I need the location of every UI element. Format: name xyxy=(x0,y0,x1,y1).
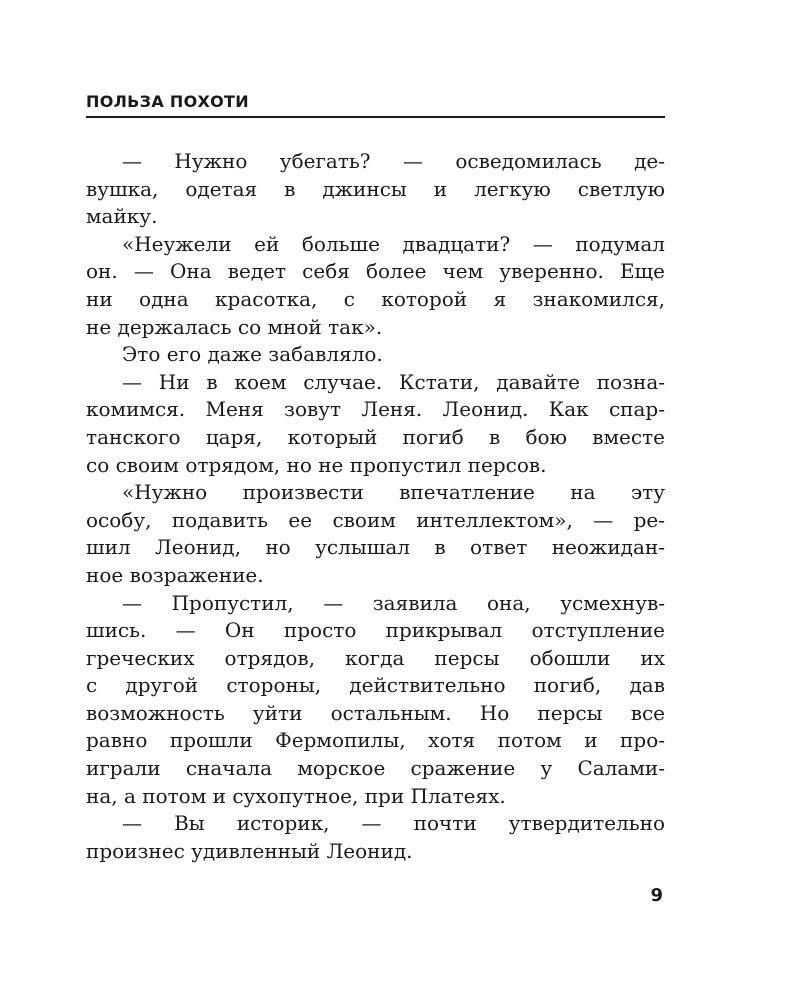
text-line: играли сначала морское сражение у Салами- xyxy=(86,756,665,781)
paragraph xyxy=(86,148,665,231)
text-line: особу, подавить ее своим интеллектом», — ре- xyxy=(86,507,665,532)
text-line: не держалась со мной так». xyxy=(86,314,383,339)
body-text xyxy=(86,148,665,865)
text-line: шил Леонид, но услышал в ответ неожидан- xyxy=(86,535,665,560)
text-line: «Нужно произвести впечатление на эту xyxy=(122,480,665,505)
paragraph xyxy=(86,231,665,341)
text-line: произнес удивленный Леонид. xyxy=(86,838,413,863)
header-rule xyxy=(86,116,665,118)
text-line: на, а потом и сухопутное, при Платеях. xyxy=(86,783,506,808)
text-line: со своим отрядом, но не пропустил персов. xyxy=(86,452,547,477)
text-line: греческих отрядов, когда персы обошли их xyxy=(86,645,665,670)
text-line: возможность уйти остальным. Но персы все xyxy=(86,700,665,725)
text-line: — Вы историк, — почти утвердительно xyxy=(122,811,665,836)
text-line: майку. xyxy=(86,204,158,229)
text-line: — Пропустил, — заявила она, усмехнув- xyxy=(122,590,665,615)
text-line: комимся. Меня зовут Леня. Леонид. Как спар- xyxy=(86,397,665,422)
text-line: ни одна красотка, с которой я знакомился, xyxy=(86,286,665,311)
paragraph xyxy=(86,369,665,479)
text-line: Это его даже забавляло. xyxy=(122,342,383,367)
page-number: 9 xyxy=(650,885,663,906)
paragraph xyxy=(86,341,665,369)
text-line: он. — Она ведет себя более чем уверенно. Еще xyxy=(86,259,665,284)
running-head: ПОЛЬЗА ПОХОТИ xyxy=(86,92,249,111)
text-line: — Ни в коем случае. Кстати, давайте позна- xyxy=(122,369,665,394)
text-line: — Нужно убегать? — осведомилась де- xyxy=(122,149,665,173)
text-line: шись. — Он просто прикрывал отступление xyxy=(86,618,665,643)
paragraph xyxy=(86,479,665,589)
text-line: ное возражение. xyxy=(86,562,264,587)
text-line: «Неужели ей больше двадцати? — подумал xyxy=(122,231,665,256)
paragraph xyxy=(86,590,665,811)
text-line: равно прошли Фермопилы, хотя потом и про- xyxy=(86,728,665,753)
text-line: танского царя, который погиб в бою вместе xyxy=(86,424,665,449)
text-line: с другой стороны, действительно погиб, дав xyxy=(86,673,665,698)
paragraph xyxy=(86,810,665,865)
text-line: вушка, одетая в джинсы и легкую светлую xyxy=(86,176,665,201)
